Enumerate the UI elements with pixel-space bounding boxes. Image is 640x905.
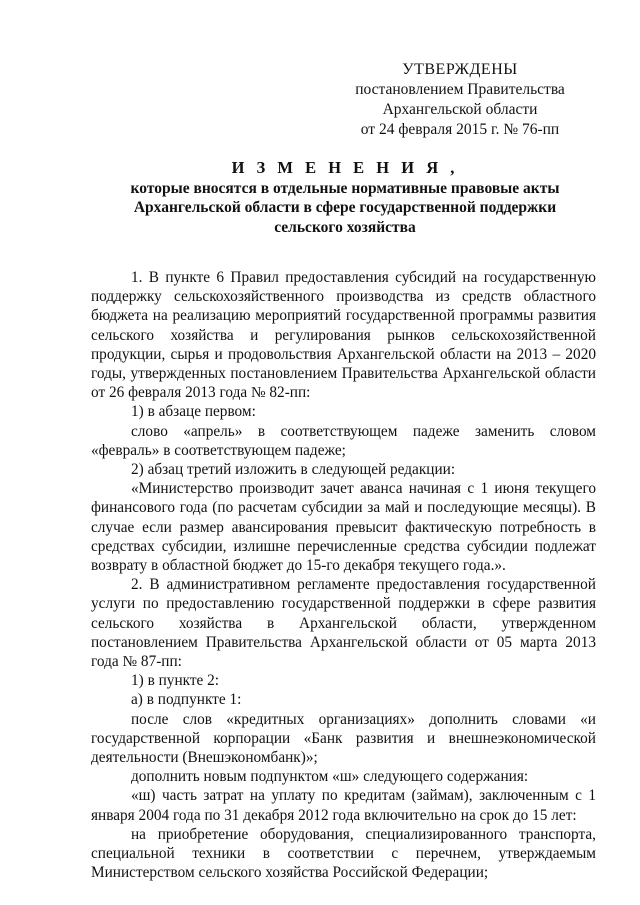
paragraph-10: дополнить новым подпунктом «ш» следующего содержания:: [131, 768, 529, 786]
paragraph-2: 1) в абзаце первом:: [131, 403, 256, 421]
approval-line-2: Архангельской области: [382, 101, 538, 118]
paragraph-9: после слов «кредитных организациях» дополнить словами «и государственной корпорации «Банк развития и внешнеэкономической деятельности (Внешэкономбанк)»;: [91, 710, 596, 767]
paragraph-5: «Министерство производит зачет аванса начиная с 1 июня текущего финансового года (по расчетам субсидии за май и последующие месяцы). В случае если размер авансирования превысит фактическую потребность в средствах субсидии, излишне перечисленные средства субсидии подлежат возврату в областной бюджет до 15-го декабря текущего года.».: [91, 480, 596, 575]
paragraph-8: а) в подпункте 1:: [131, 691, 242, 709]
title-line-3: сельского хозяйства: [274, 218, 416, 236]
approval-heading: УТВЕРЖДЕНЫ: [402, 61, 518, 78]
paragraph-12: на приобретение оборудования, специализированного транспорта, специальной техники в соответствии с перечнем, утверждаемым Министерством сельского хозяйства Российской Федерации;: [91, 825, 596, 882]
approval-line-1: постановлением Правительства: [355, 81, 565, 98]
paragraph-6: 2. В административном регламенте предоставления государственной услуги по предоставлению государственной поддержки в сфере развития сельского хозяйства в Архангельской области, утвержденном постановлением Правительства Архангельской области от 05 марта 2013 года № 87-пп:: [91, 576, 596, 671]
paragraph-3: слово «апрель» в соответствующем падеже заменить словом «февраль» в соответствующем падеже;: [91, 422, 596, 459]
paragraph-7: 1) в пункте 2:: [131, 672, 220, 690]
paragraph-11: «ш) часть затрат на уплату по кредитам (займам), заключенным с 1 января 2004 года по 31 декабря 2012 года включительно на срок до 15 лет:: [91, 787, 596, 824]
paragraph-4: 2) абзац третий изложить в следующей редакции:: [131, 461, 456, 479]
paragraph-1: 1. В пункте 6 Правил предоставления субсидий на государственную поддержку сельскохозяйственного производства из средств областного бюджета на реализацию мероприятий государственной программы развития сельского хозяйства и регулирования рынков сельскохозяйственной продукции, сырья и продовольствия Архангельской области на 2013 – 2020 годы, утвержденных постановлением Правительства Архангельской области от 26 февраля 2013 года № 82-пп:: [91, 269, 596, 402]
approval-line-3: от 24 февраля 2015 г. № 76-пп: [360, 121, 560, 138]
title-main: И З М Е Н Е Н И Я ,: [231, 158, 459, 177]
approval-stamp: [340, 60, 580, 140]
title-line-1: которые вносятся в отдельные нормативные правовые акты: [130, 179, 560, 197]
document-title: [100, 158, 590, 237]
title-line-2: Архангельской области в сфере государственной поддержки: [133, 199, 557, 216]
document-body: [91, 268, 596, 883]
